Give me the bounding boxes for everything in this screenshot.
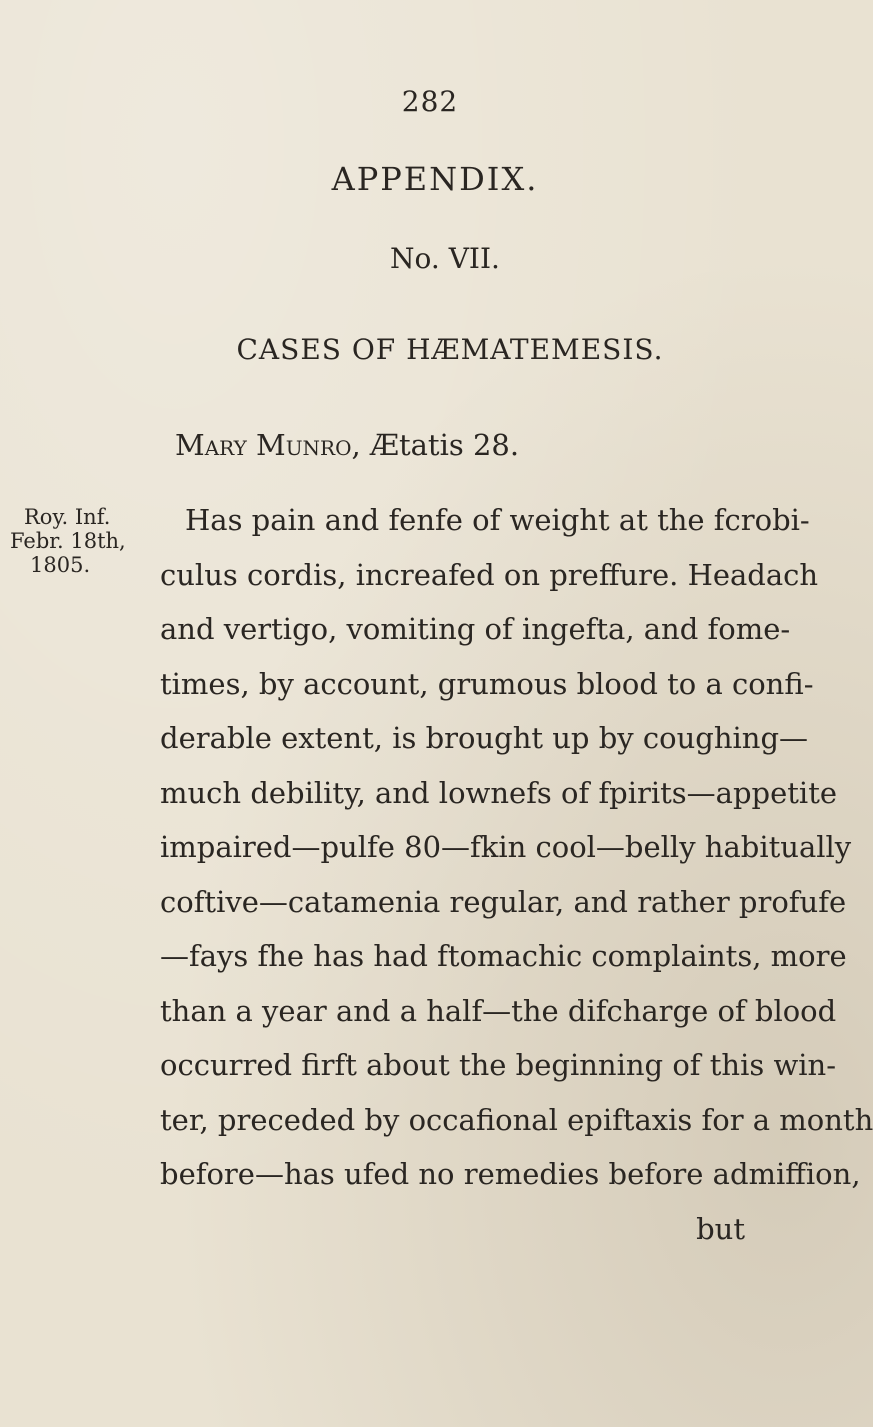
text-line: coftive—catamenia regular, and rather profufe (160, 884, 847, 919)
text-line: and vertigo, vomiting of ingefta, and fome- (160, 612, 791, 646)
text-line: before—has ufed no remedies before admiffion, (160, 1157, 861, 1191)
text-line: but (696, 1211, 745, 1246)
margin-note-line: Febr. 18th, (10, 529, 126, 553)
text-line: than a year and a half—the difcharge of blood (160, 993, 837, 1028)
text-line: much debility, and lownefs of fpirits—appetite (160, 775, 838, 810)
cases-title: CASES OF HÆMATEMESIS. (236, 333, 664, 366)
text-line: ter, preceded by occafional epiftaxis for a month (160, 1102, 873, 1137)
text-line: impaired—pulfe 80—fkin cool—belly habitually (160, 830, 852, 864)
text-line: —fays fhe has had ftomachic complaints, more (160, 939, 847, 973)
text-line: culus cordis, increafed on preffure. Headach (160, 557, 819, 592)
text-line: occurred firft about the beginning of this win- (160, 1048, 837, 1082)
patient-heading (175, 428, 519, 462)
margin-note (10, 505, 130, 577)
text-line: derable extent, is brought up by coughing— (160, 721, 809, 755)
appendix-number: No. VII. (390, 242, 500, 275)
section-title: APPENDIX. (331, 160, 539, 198)
margin-note-line: Roy. Inf. (24, 505, 111, 529)
text-line: Has pain and fenfe of weight at the fcrobi- (185, 503, 810, 537)
case-body-text (160, 493, 873, 1256)
page-number: 282 (401, 85, 459, 118)
text-line: times, by account, grumous blood to a confi- (160, 666, 814, 701)
patient-age: Ætatis 28. (369, 428, 520, 462)
margin-note-line: 1805. (30, 553, 91, 577)
patient-name: Mary Munro, (175, 428, 361, 462)
